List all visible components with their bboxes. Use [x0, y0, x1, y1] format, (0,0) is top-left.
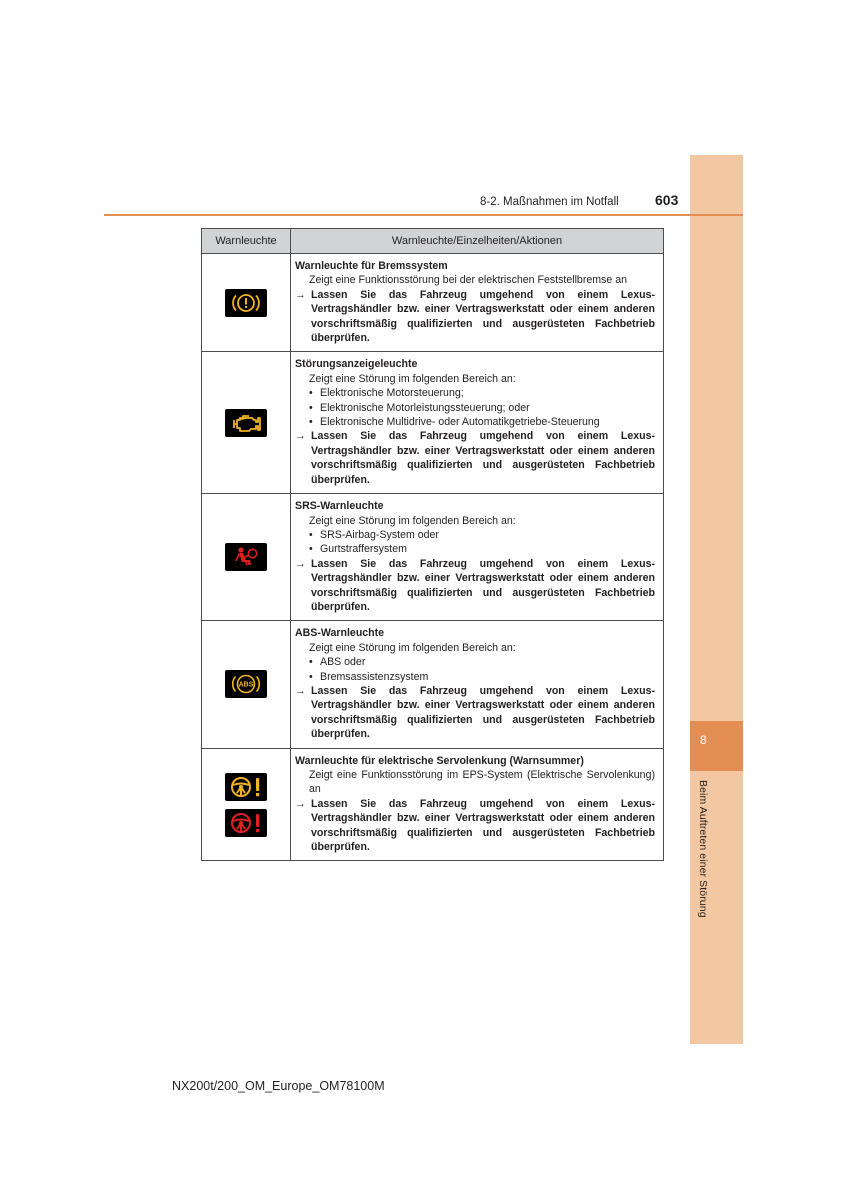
row-title: Warnleuchte für elektrische Servolenkung (Warnsummer) [295, 754, 584, 767]
bullet-text: Bremsassistenzsystem [320, 670, 429, 683]
table-row [202, 748, 664, 861]
bullet-text: SRS-Airbag-System oder [320, 528, 439, 541]
row-title: Störungsanzeigeleuchte [295, 358, 418, 371]
row-description: Zeigt eine Störung im folgenden Bereich an: [309, 641, 516, 654]
steering-icons [225, 773, 267, 837]
action-text: Lassen Sie das Fahrzeug umgehend von einem Lexus-Vertragshändler bzw. einer Vertragswerkstatt oder einem anderen vorschriftsmäßig qualifizierten und ausgerüsteten Fachbetrieb überprüfen. [311, 684, 655, 741]
row-action [295, 429, 655, 487]
bullet-text: Elektronische Motorsteuerung; [320, 387, 464, 400]
row-title: Warnleuchte für Bremssystem [295, 260, 448, 272]
action-text: Lassen Sie das Fahrzeug umgehend von einem Lexus-Vertragshändler bzw. einer Vertragswerkstatt oder einem anderen vorschriftsmäßig qualifizierten und ausgerüsteten Fachbetrieb überprüfen. [311, 557, 655, 613]
chapter-tab-upper [690, 155, 743, 721]
bullet-icon: • [309, 401, 313, 414]
action-text: Lassen Sie das Fahrzeug umgehend von einem Lexus-Vertragshändler bzw. einer Vertragswerkstatt oder einem anderen vorschriftsmäßig qualifizierten und ausgerüsteten Fachbetrieb überprüfen. [311, 288, 655, 345]
steering-warning-icon-red [225, 809, 267, 837]
warning-light-table [201, 228, 664, 861]
details-cell [291, 352, 664, 494]
arrow-icon: → [295, 797, 306, 810]
row-action [295, 684, 655, 742]
row-action [295, 557, 655, 615]
row-title: SRS-Warnleuchte [295, 500, 384, 513]
row-title: ABS-Warnleuchte [295, 627, 385, 640]
chapter-title: Beim Auftreten einer Störung [697, 780, 709, 918]
arrow-icon: → [295, 430, 306, 443]
icon-cell [202, 621, 291, 748]
abs-label: ABS [238, 682, 254, 690]
bullet-item [295, 386, 655, 400]
engine-check-icon [225, 409, 267, 437]
brake-warning-icon [225, 289, 267, 317]
arrow-icon: → [295, 557, 306, 570]
header-rule [104, 214, 743, 216]
bullet-item [295, 655, 655, 669]
chapter-tab-number[interactable] [690, 721, 743, 771]
details-cell [291, 621, 664, 748]
document-id: NX200t/200_OM_Europe_OM78100M [172, 1079, 385, 1093]
bullet-icon: • [309, 416, 313, 429]
details-cell [291, 748, 664, 861]
steering-warning-icon-amber [225, 773, 267, 801]
bullet-text: ABS oder [320, 656, 366, 669]
table-row [202, 494, 664, 621]
bullet-icon: • [309, 656, 313, 669]
column-header-details: Warnleuchte/Einzelheiten/Aktionen [291, 229, 664, 254]
bullet-text: Elektronische Motorleistungssteuerung; oder [320, 401, 530, 414]
airbag-icon [225, 543, 267, 571]
icon-cell [202, 254, 291, 352]
bullet-item [295, 670, 655, 684]
bullet-icon: • [309, 528, 313, 541]
table-row [202, 254, 664, 352]
chapter-number: 8 [700, 733, 707, 747]
bullet-text: Gurtstraffersystem [320, 543, 407, 556]
bullet-icon: • [309, 543, 313, 556]
arrow-icon: → [295, 684, 306, 697]
abs-icon [225, 670, 267, 698]
arrow-icon: → [295, 288, 306, 301]
bullet-icon: • [309, 387, 313, 400]
row-description: Zeigt eine Störung im folgenden Bereich an: [309, 372, 516, 385]
row-description: Zeigt eine Funktionsstörung bei der elektrischen Feststellbremse an [309, 274, 627, 287]
icon-cell [202, 494, 291, 621]
bullet-text: Elektronische Multidrive- oder Automatikgetriebe-Steuerung [320, 416, 600, 429]
table-row [202, 352, 664, 494]
row-description: Zeigt eine Funktionsstörung im EPS-System (Elektrische Servolenkung) an [309, 769, 655, 796]
row-description: Zeigt eine Störung im folgenden Bereich an: [309, 514, 516, 527]
row-action [295, 797, 655, 855]
column-header-light: Warnleuchte [202, 229, 291, 254]
table-row [202, 621, 664, 748]
table-header-row [202, 229, 664, 254]
icon-cell [202, 748, 291, 861]
icon-cell [202, 352, 291, 494]
action-text: Lassen Sie das Fahrzeug umgehend von einem Lexus-Vertragshändler bzw. einer Vertragswerkstatt oder einem anderen vorschriftsmäßig qualifizierten und ausgerüsteten Fachbetrieb überprüfen. [311, 430, 655, 486]
bullet-item [295, 401, 655, 415]
bullet-item [295, 528, 655, 542]
row-action [295, 288, 655, 346]
action-text: Lassen Sie das Fahrzeug umgehend von einem Lexus-Vertragshändler bzw. einer Vertragswerkstatt oder einem anderen vorschriftsmäßig qualifizierten und ausgerüsteten Fachbetrieb überprüfen. [311, 797, 655, 854]
bullet-item [295, 415, 655, 429]
details-cell [291, 494, 664, 621]
bullet-icon: • [309, 670, 313, 683]
section-title: 8-2. Maßnahmen im Notfall [480, 196, 619, 208]
details-cell [291, 254, 664, 352]
page-number: 603 [655, 192, 679, 208]
bullet-item [295, 542, 655, 556]
